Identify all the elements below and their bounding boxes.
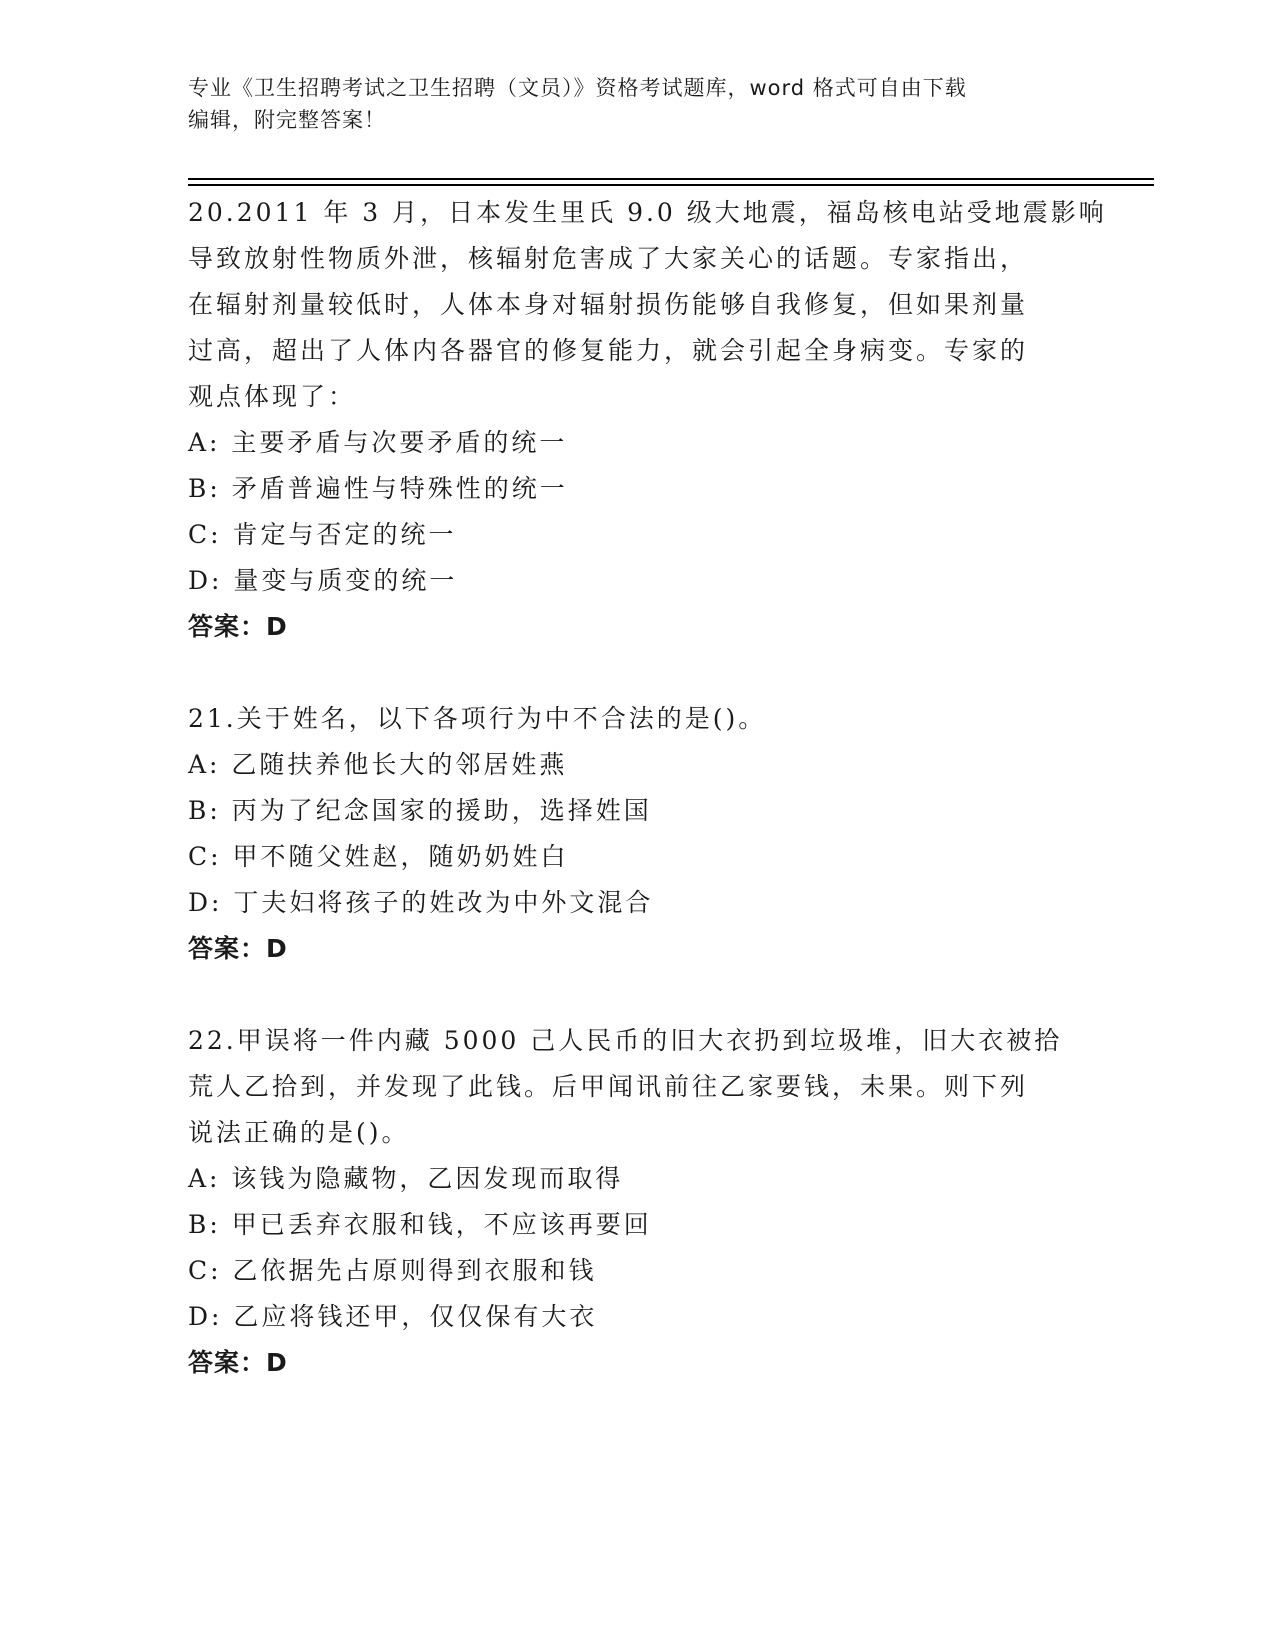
question-stem-line: 过高，超出了人体内各器官的修复能力，就会引起全身病变。专家的 <box>188 336 1029 365</box>
header-divider-top <box>188 178 1154 180</box>
question-stem-line: 观点体现了： <box>188 382 357 411</box>
option-a: A: 该钱为隐藏物，乙因发现而取得 <box>188 1164 624 1193</box>
question-stem-line: 荒人乙拾到，并发现了此钱。后甲闻讯前往乙家要钱，未果。则下列 <box>188 1072 1029 1101</box>
option-d: D: 量变与质变的统一 <box>188 566 458 595</box>
question-stem-line: 21.关于姓名，以下各项行为中不合法的是()。 <box>188 704 767 733</box>
option-b: B: 丙为了纪念国家的援助，选择姓国 <box>188 796 652 825</box>
question-20 <box>188 190 1107 650</box>
question-stem-line: 22.甲误将一件内藏 5000 己人民币的旧大衣扔到垃圾堆，旧大衣被拾 <box>188 1026 1063 1055</box>
option-a: A: 主要矛盾与次要矛盾的统一 <box>188 428 568 457</box>
header-line: 编辑，附完整答案！ <box>188 108 386 132</box>
option-b: B: 矛盾普遍性与特殊性的统一 <box>188 474 568 503</box>
question-22 <box>188 1018 1088 1386</box>
answer-line: 答案：D <box>188 934 288 963</box>
header-line: 专业《卫生招聘考试之卫生招聘（文员）》资格考试题库，word 格式可自由下载 <box>188 76 967 100</box>
option-c: C: 甲不随父姓赵，随奶奶姓白 <box>188 842 569 871</box>
question-stem-line: 在辐射剂量较低时，人体本身对辐射损伤能够自我修复，但如果剂量 <box>188 290 1029 319</box>
question-21 <box>188 696 1088 972</box>
option-c: C: 肯定与否定的统一 <box>188 520 457 549</box>
document-header <box>188 72 1068 136</box>
question-list <box>188 190 1107 1386</box>
option-d: D: 丁夫妇将孩子的姓改为中外文混合 <box>188 888 654 917</box>
question-stem-line: 20.2011 年 3 月，日本发生里氏 9.0 级大地震，福岛核电站受地震影响 <box>188 198 1107 227</box>
option-a: A: 乙随扶养他长大的邻居姓燕 <box>188 750 568 779</box>
header-divider-bottom <box>188 184 1154 186</box>
answer-line: 答案：D <box>188 612 288 641</box>
option-d: D: 乙应将钱还甲，仅仅保有大衣 <box>188 1302 598 1331</box>
question-spacer <box>188 650 1088 696</box>
option-b: B: 甲已丢弃衣服和钱，不应该再要回 <box>188 1210 652 1239</box>
question-stem-line: 导致放射性物质外泄，核辐射危害成了大家关心的话题。专家指出， <box>188 244 1029 273</box>
question-stem-line: 说法正确的是()。 <box>188 1118 410 1147</box>
answer-line: 答案：D <box>188 1348 288 1377</box>
option-c: C: 乙依据先占原则得到衣服和钱 <box>188 1256 597 1285</box>
question-spacer <box>188 972 1088 1018</box>
